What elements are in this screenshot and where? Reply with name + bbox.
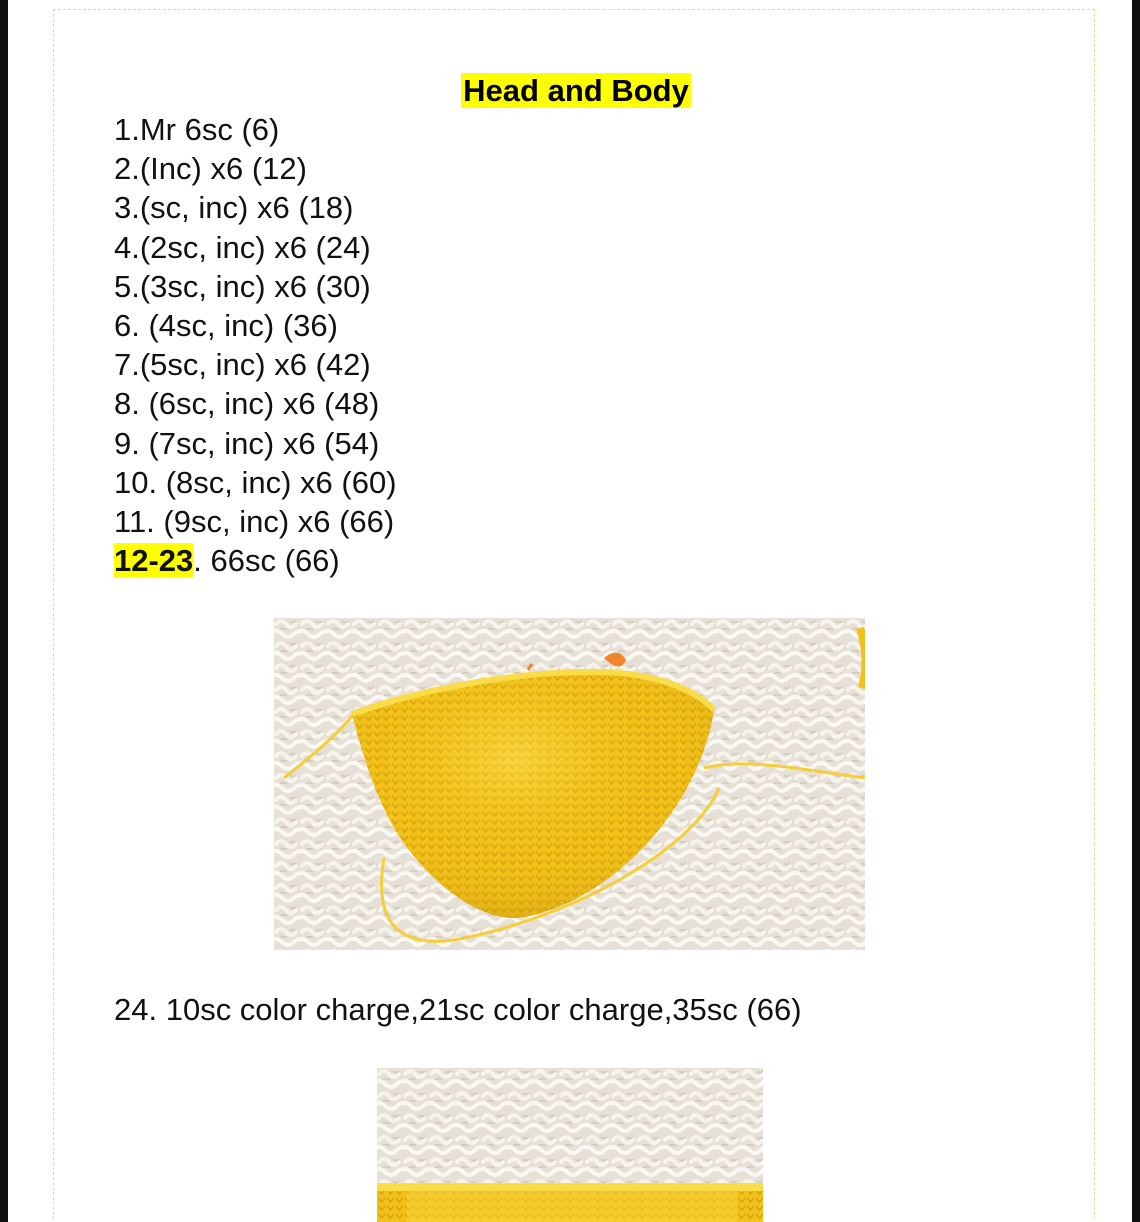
round-item: 3.(sc, inc) x6 (18) — [114, 190, 354, 226]
color-change-photo-illustration — [377, 1068, 763, 1222]
round-item: 1.Mr 6sc (6) — [114, 112, 280, 147]
round-item: 5.(3sc, inc) x6 (30) — [114, 268, 371, 304]
color-change-photo — [377, 1068, 763, 1222]
round-item: 7.(5sc, inc) x6 (42) — [114, 347, 371, 383]
head-body-photo — [274, 618, 865, 950]
round-item-highlighted — [114, 541, 397, 580]
round-24-instruction: 24. 10sc color charge,21sc color charge,35sc (66) — [114, 992, 802, 1027]
round-item: 4.(2sc, inc) x6 (24) — [114, 229, 371, 265]
round-item-text: . 66sc (66) — [193, 543, 340, 579]
section-title — [8, 72, 1132, 110]
round-range-highlight: 12-23 — [114, 543, 194, 579]
round-item: 9. (7sc, inc) x6 (54) — [114, 425, 380, 461]
round-item: 10. (8sc, inc) x6 (60) — [114, 464, 397, 500]
round-item: 2.(Inc) x6 (12) — [114, 151, 307, 187]
round-list — [114, 110, 397, 580]
head-body-photo-illustration — [274, 618, 865, 950]
round-item: 8. (6sc, inc) x6 (48) — [114, 386, 380, 422]
round-item: 6. (4sc, inc) (36) — [114, 308, 338, 344]
document-page — [8, 0, 1132, 1222]
section-title-text: Head and Body — [463, 73, 689, 108]
round-item: 11. (9sc, inc) x6 (66) — [114, 504, 395, 540]
